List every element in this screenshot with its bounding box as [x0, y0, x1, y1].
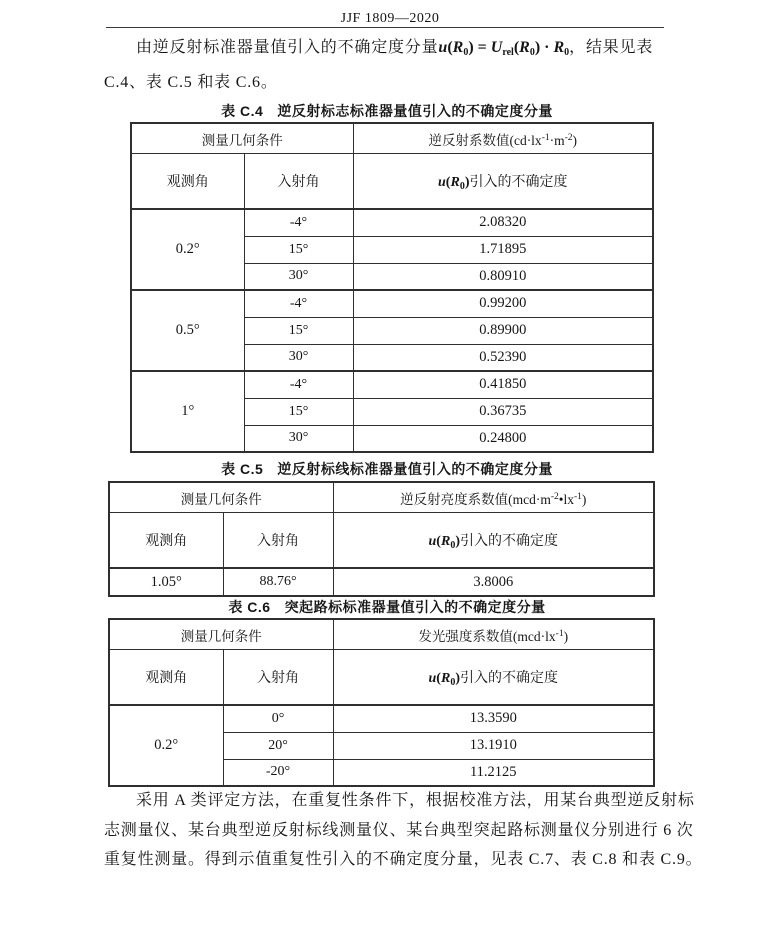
table-row — [109, 619, 654, 650]
cell-incidence-angle: 88.76° — [223, 568, 333, 596]
intro-lead-text: 由逆反射标准器量值引入的不确定度分量 — [136, 39, 439, 56]
cell-incidence-angle: -4° — [244, 209, 353, 236]
table-c5 — [108, 481, 655, 597]
observation-angle-header: 观测角 — [109, 513, 223, 569]
closing-line-3: 重复性测量。得到示值重复性引入的不确定度分量，见表 C.7、表 C.8 和表 C.9。 — [104, 851, 703, 868]
unit-header-cell: 逆反射系数值$(cd\cdot lx^{-1}\cdot m^{-2})$ — [353, 123, 653, 154]
cell-uncertainty-value: 13.3590 — [333, 705, 654, 732]
table-row — [109, 513, 654, 569]
cell-incidence-angle: -4° — [244, 290, 353, 317]
uncertainty-formula: $u(R_0) = U_{rel}(R_0) \cdot R_0$ — [438, 39, 570, 58]
cell-uncertainty-value: 0.52390 — [353, 344, 653, 371]
intro-line-1 — [104, 33, 674, 68]
cell-incidence-angle: 20° — [223, 732, 333, 759]
header-divider — [106, 27, 664, 28]
table-c4 — [130, 122, 654, 453]
cell-incidence-angle: 15° — [244, 236, 353, 263]
table-row — [131, 371, 653, 398]
table-row — [131, 209, 653, 236]
table-row — [109, 650, 654, 706]
cell-observation-angle: 1.05° — [109, 568, 223, 596]
closing-line-1: 采用 A 类评定方法，在重复性条件下，根据校准方法，用某台典型逆反射标 — [136, 792, 695, 809]
cell-observation-angle: 1° — [131, 371, 244, 452]
table-c4-title: 表 C.4 逆反射标志标准器量值引入的不确定度分量 — [221, 103, 553, 119]
table-row — [109, 482, 654, 513]
cell-incidence-angle: 30° — [244, 263, 353, 290]
cell-incidence-angle: -20° — [223, 759, 333, 786]
cell-incidence-angle: 0° — [223, 705, 333, 732]
table-c4-label: 表 C.4 — [221, 103, 264, 119]
table-row — [109, 568, 654, 596]
table-c5-label: 表 C.5 — [221, 461, 264, 477]
intro-line-2: C.4、表 C.5 和表 C.6。 — [104, 74, 278, 91]
cell-uncertainty-value: 0.89900 — [353, 317, 653, 344]
table-c5-title: 表 C.5 逆反射标线标准器量值引入的不确定度分量 — [221, 461, 553, 477]
cell-uncertainty-value: 1.71895 — [353, 236, 653, 263]
table-c6-title: 表 C.6 突起路标标准器量值引入的不确定度分量 — [228, 599, 546, 615]
cell-uncertainty-value: 0.99200 — [353, 290, 653, 317]
uncertainty-header: $u(R_0)$引入的不确定度 — [333, 650, 654, 706]
cell-incidence-angle: -4° — [244, 371, 353, 398]
table-row — [131, 123, 653, 154]
cell-uncertainty-value: 0.36735 — [353, 398, 653, 425]
unit-header-cell: 逆反射亮度系数值$(mcd\cdot m^{-2}•lx^{-1})$ — [333, 482, 654, 513]
table-row — [131, 154, 653, 210]
intro-paragraph — [104, 33, 674, 98]
table-c6-label: 表 C.6 — [228, 599, 271, 615]
unit-header-cell: 发光强度系数值$(mcd\cdot lx^{-1})$ — [333, 619, 654, 650]
observation-angle-header: 观测角 — [131, 154, 244, 210]
geometry-header-cell: 测量几何条件 — [109, 482, 333, 513]
incidence-angle-header: 入射角 — [244, 154, 353, 210]
incidence-angle-header: 入射角 — [223, 513, 333, 569]
uncertainty-header: $u(R_0)$引入的不确定度 — [333, 513, 654, 569]
cell-incidence-angle: 30° — [244, 425, 353, 452]
page-header: JJF 1809—2020 — [340, 11, 440, 26]
cell-uncertainty-value: 0.24800 — [353, 425, 653, 452]
cell-uncertainty-value: 0.80910 — [353, 263, 653, 290]
geometry-header-cell: 测量几何条件 — [131, 123, 353, 154]
cell-observation-angle: 0.2° — [109, 705, 223, 786]
cell-uncertainty-value: 0.41850 — [353, 371, 653, 398]
cell-uncertainty-value: 13.1910 — [333, 732, 654, 759]
cell-observation-angle: 0.5° — [131, 290, 244, 371]
cell-incidence-angle: 15° — [244, 317, 353, 344]
table-c6 — [108, 618, 655, 787]
uncertainty-header: $u(R_0)$引入的不确定度 — [353, 154, 653, 210]
cell-incidence-angle: 30° — [244, 344, 353, 371]
geometry-header-cell: 测量几何条件 — [109, 619, 333, 650]
intro-tail-text: ，结果见表 — [569, 39, 654, 56]
cell-observation-angle: 0.2° — [131, 209, 244, 290]
table-row — [131, 290, 653, 317]
observation-angle-header: 观测角 — [109, 650, 223, 706]
closing-paragraph — [104, 786, 703, 875]
cell-uncertainty-value: 3.8006 — [333, 568, 654, 596]
closing-line-2: 志测量仪、某台典型逆反射标线测量仪、某台典型突起路标测量仪分别进行 6 次 — [104, 821, 694, 839]
cell-incidence-angle: 15° — [244, 398, 353, 425]
cell-uncertainty-value: 11.2125 — [333, 759, 654, 786]
cell-uncertainty-value: 2.08320 — [353, 209, 653, 236]
table-row — [109, 705, 654, 732]
incidence-angle-header: 入射角 — [223, 650, 333, 706]
